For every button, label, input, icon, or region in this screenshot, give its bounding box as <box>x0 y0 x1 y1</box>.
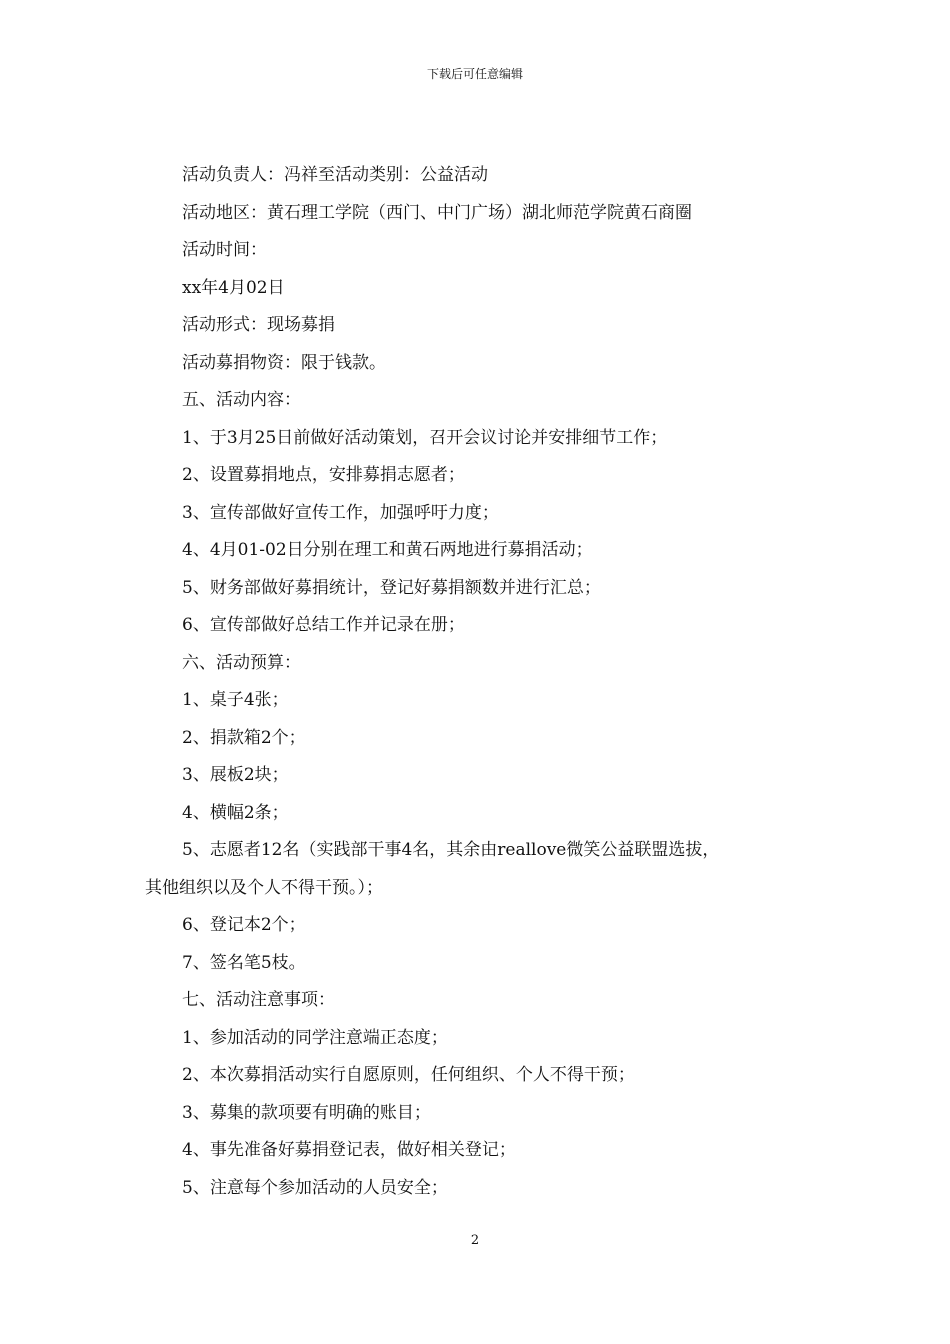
list-item: 4、事先准备好募捐登记表，做好相关登记； <box>182 1140 516 1160</box>
list-item: 6、登记本2个； <box>182 915 306 935</box>
text-line: 活动时间： <box>182 240 267 260</box>
list-item: 1、桌子4张； <box>182 690 289 710</box>
document-body <box>145 157 815 1207</box>
text-line: 活动负责人：冯祥至活动类别：公益活动 <box>182 165 488 185</box>
list-item: 2、捐款箱2个； <box>182 727 306 748</box>
list-item: 1、于3月25日前做好活动策划，召开会议讨论并安排细节工作； <box>182 427 668 448</box>
list-item: 5、注意每个参加活动的人员安全； <box>182 1177 448 1198</box>
list-item: 2、本次募捐活动实行自愿原则，任何组织、个人不得干预； <box>182 1065 635 1085</box>
text-line: 活动地区：黄石理工学院（西门、中门广场）湖北师范学院黄石商圈 <box>182 202 692 223</box>
text-line: 活动形式：现场募捐 <box>182 315 335 335</box>
section-heading: 五、活动内容： <box>182 390 301 410</box>
page-number: 2 <box>470 1233 480 1248</box>
section-heading: 七、活动注意事项： <box>182 990 335 1010</box>
list-item: 2、设置募捐地点，安排募捐志愿者； <box>182 465 465 485</box>
page-header-note: 下载后可任意编辑 <box>426 67 523 81</box>
text-line: xx年4月02日 <box>182 277 285 298</box>
list-item: 4、横幅2条； <box>182 802 289 823</box>
list-item: 4、4月01-02日分别在理工和黄石两地进行募捐活动； <box>182 540 593 560</box>
list-item: 5、财务部做好募捐统计，登记好募捐额数并进行汇总； <box>182 577 601 598</box>
list-item: 3、展板2块； <box>182 765 289 785</box>
section-heading: 六、活动预算： <box>182 652 301 673</box>
text-line: 活动募捐物资：限于钱款。 <box>182 352 386 373</box>
list-item: 6、宣传部做好总结工作并记录在册； <box>182 615 465 635</box>
list-item: 1、参加活动的同学注意端正态度； <box>182 1027 448 1048</box>
list-item: 3、募集的款项要有明确的账目； <box>182 1102 431 1123</box>
list-item: 5、志愿者12名（实践部干事4名，其余由reallove微笑公益联盟选拔， <box>182 840 720 860</box>
list-item: 7、签名笔5枝。 <box>182 952 306 973</box>
list-item: 3、宣传部做好宣传工作，加强呼吁力度； <box>182 502 499 523</box>
list-item-continuation: 其他组织以及个人不得干预。）； <box>145 877 383 898</box>
